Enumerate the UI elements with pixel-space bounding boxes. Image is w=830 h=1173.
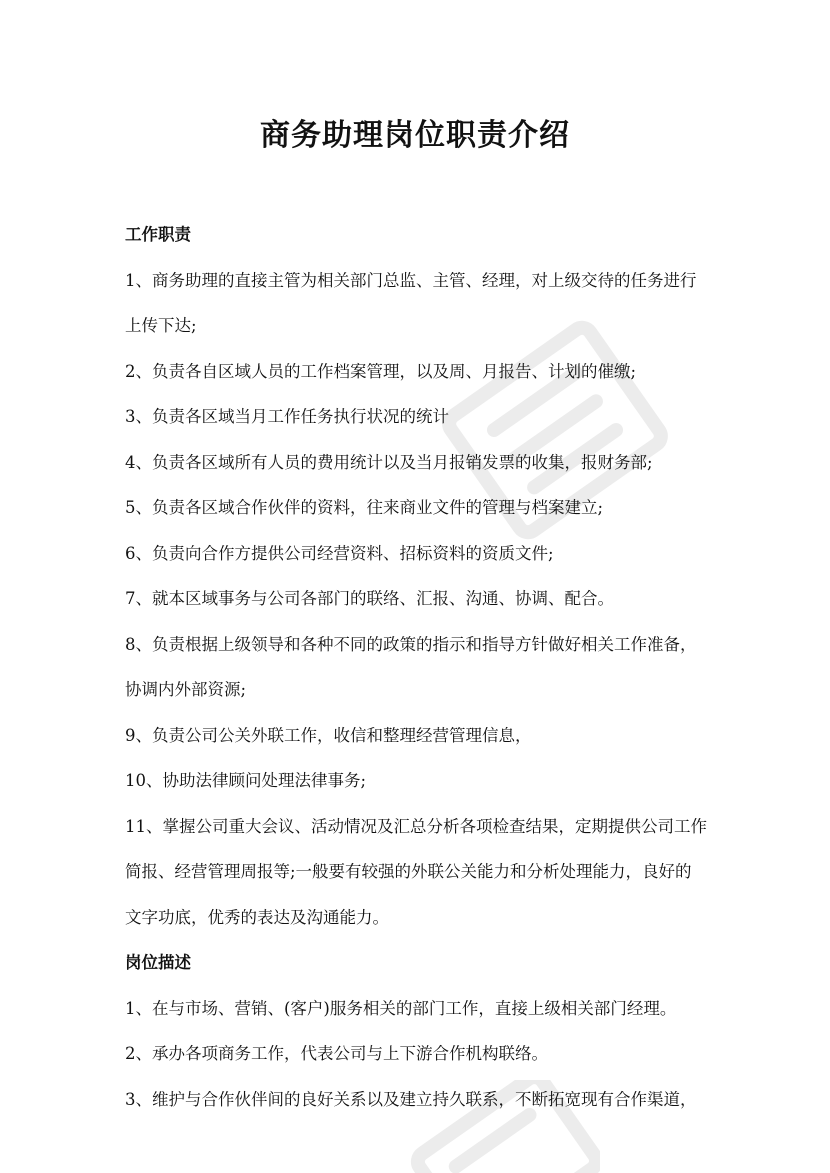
page-title: 商务助理岗位职责介绍 [260, 118, 570, 153]
paragraph-line: 上传下达; [125, 316, 197, 335]
paragraph-line: 3、维护与合作伙伴间的良好关系以及建立持久联系，不断拓宽现有合作渠道， [125, 1089, 697, 1109]
paragraph-line: 5、负责各区域合作伙伴的资料，往来商业文件的管理与档案建立; [125, 498, 604, 517]
paragraph-line: 文字功底，优秀的表达及沟通能力。 [125, 907, 389, 927]
paragraph-line: 3、负责各区域当月工作任务执行状况的统计 [125, 407, 449, 426]
paragraph-line: 7、就本区域事务与公司各部门的联络、汇报、沟通、协调、配合。 [125, 589, 614, 608]
paragraph-line: 4、负责各区域所有人员的费用统计以及当月报销发票的收集，报财务部; [125, 452, 653, 472]
paragraph-line: 2、负责各自区域人员的工作档案管理，以及周、月报告、计划的催缴; [125, 361, 637, 381]
paragraph-line: 6、负责向合作方提供公司经营资料、招标资料的资质文件; [125, 543, 554, 563]
paragraph-line: 9、负责公司公关外联工作，收信和整理经营管理信息， [125, 725, 532, 745]
paragraph-line: 11、掌握公司重大会议、活动情况及汇总分析各项检查结果，定期提供公司工作 [125, 816, 707, 836]
paragraph-line: 1、在与市场、营销、(客户)服务相关的部门工作，直接上级相关部门经理。 [125, 998, 677, 1018]
section-heading: 工作职责 [125, 225, 191, 244]
paragraph-line: 简报、经营管理周报等;一般要有较强的外联公关能力和分析处理能力，良好的 [125, 862, 692, 881]
paragraph-line: 协调内外部资源; [125, 680, 247, 699]
document-body [125, 212, 725, 1122]
paragraph-line: 2、承办各项商务工作，代表公司与上下游合作机构联络。 [125, 1044, 548, 1063]
paragraph-line: 8、负责根据上级领导和各种不同的政策的指示和指导方针做好相关工作准备， [125, 634, 697, 654]
paragraph-line: 1、商务助理的直接主管为相关部门总监、主管、经理，对上级交待的任务进行 [125, 270, 697, 290]
section-heading: 岗位描述 [125, 953, 191, 972]
paragraph-line: 10、协助法律顾问处理法律事务; [125, 771, 367, 790]
